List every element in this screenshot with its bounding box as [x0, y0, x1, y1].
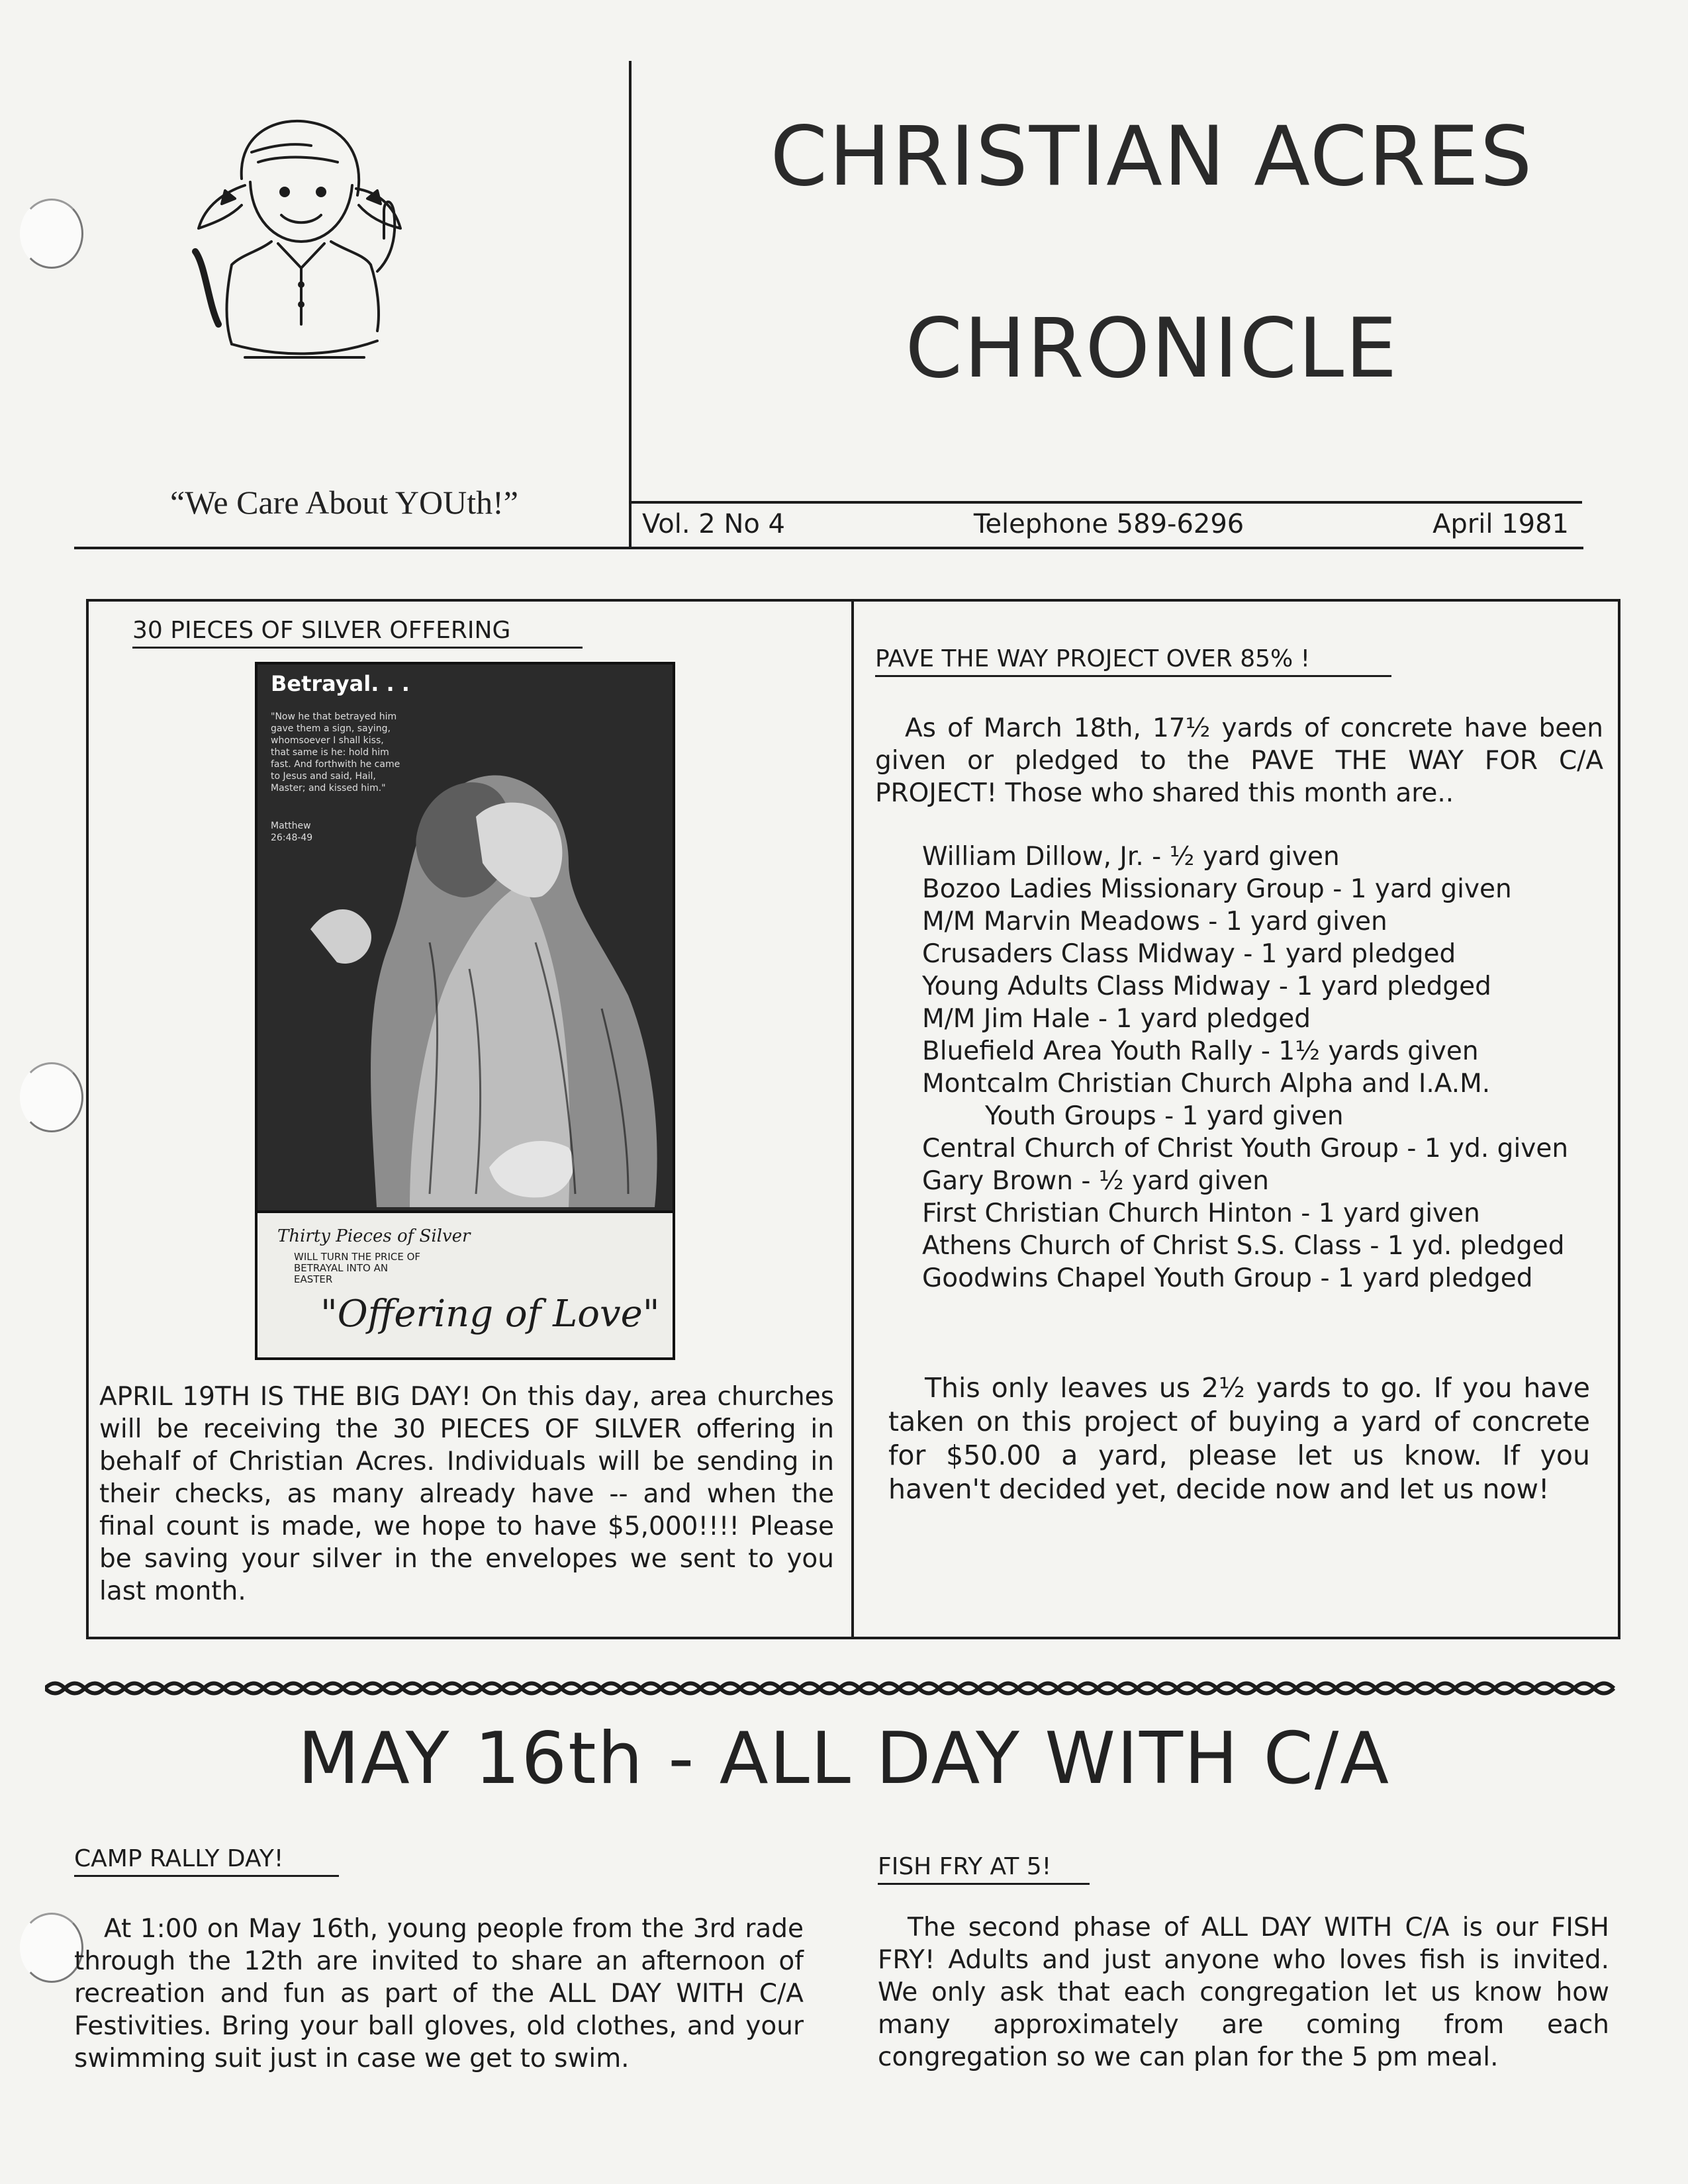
donor-item: Young Adults Class Midway - 1 yard pledged	[922, 972, 1491, 1001]
fish-fry-body: The second phase of ALL DAY WITH C/A is our FISH FRY! Adults and just anyone who loves fish is invited. We only ask that each congregation let us know how many approximately are coming from each congregation so we can plan for the 5 pm meal.	[878, 1913, 1609, 2072]
girl-mascot-illustration	[179, 106, 430, 371]
masthead-divider	[629, 61, 632, 549]
offering-poster	[255, 662, 675, 1360]
donor-item: Central Church of Christ Youth Group - 1 yd. given	[922, 1134, 1569, 1163]
poster-scripture-reference: Matthew 26:48-49	[271, 821, 313, 843]
donor-item: William Dillow, Jr. - ½ yard given	[922, 842, 1340, 872]
masthead-bottom-rule	[74, 547, 1583, 549]
pave-the-way-intro: As of March 18th, 17½ yards of concrete have been given or pledged to the PAVE THE WAY FOR C/A PROJECT! Those who shared this month are..	[875, 713, 1603, 808]
newsletter-title-line1: CHRISTIAN ACRES	[770, 109, 1534, 205]
telephone: Telephone 589-6296	[973, 509, 1244, 539]
pave-the-way-closing: This only leaves us 2½ yards to go. If you have taken on this project of buying a yard of concrete for $50.00 a yard, please let us know. If you haven't decided yet, decide now and let us now!	[888, 1372, 1590, 1505]
poster-quote: "Now he that betrayed him gave them a sign, saying, whomsoever I shall kiss, that same is he: hold him fast. And forthwith he came to Jesus and said, Hail, Master; and kissed him."	[271, 711, 400, 794]
newsletter-title-line2: CHRONICLE	[905, 301, 1399, 396]
donor-item: Bluefield Area Youth Rally - 1½ yards given	[922, 1036, 1479, 1066]
donor-item: Youth Groups - 1 yard given	[985, 1101, 1344, 1131]
wavy-divider	[45, 1678, 1620, 1698]
issue-date: April 1981	[1432, 509, 1569, 539]
camp-rally-body: At 1:00 on May 16th, young people from the 3rd rade through the 12th are invited to share an afternoon of recreation and fun as part of the ALL DAY WITH C/A Festivities. Bring your ball gloves, old clothes, and your swimming suit just in case we get to swim.	[74, 1914, 804, 2073]
punch-hole-top	[20, 199, 83, 269]
fish-fry-heading: FISH FRY AT 5!	[878, 1853, 1090, 1885]
poster-caption-panel	[258, 1210, 673, 1360]
donor-item: Gary Brown - ½ yard given	[922, 1166, 1269, 1196]
silver-offering-heading: 30 PIECES OF SILVER OFFERING	[132, 617, 583, 649]
donor-list	[922, 841, 1611, 1295]
may-event-banner: MAY 16th - ALL DAY WITH C/A	[297, 1717, 1391, 1800]
punch-hole-middle	[20, 1062, 83, 1132]
donor-item: First Christian Church Hinton - 1 yard given	[922, 1199, 1480, 1228]
poster-title: Betrayal. . .	[271, 671, 410, 696]
poster-script-small: Thirty Pieces of Silver	[277, 1226, 471, 1246]
donor-item: Montcalm Christian Church Alpha and I.A.M.	[922, 1069, 1491, 1099]
poster-script-large: "Offering of Love"	[320, 1293, 660, 1336]
poster-small-text: WILL TURN THE PRICE OF BETRAYAL INTO AN EASTER	[294, 1251, 421, 1285]
volume-number: Vol. 2 No 4	[642, 509, 785, 539]
donor-item: Goodwins Chapel Youth Group - 1 yard pledged	[922, 1263, 1533, 1293]
donor-item: M/M Jim Hale - 1 yard pledged	[922, 1004, 1311, 1034]
donor-item: Crusaders Class Midway - 1 yard pledged	[922, 939, 1456, 969]
donor-item: Athens Church of Christ S.S. Class - 1 yd. pledged	[922, 1231, 1565, 1261]
tagline: “We Care About YOUth!”	[170, 484, 518, 521]
issue-info-bar	[629, 501, 1582, 545]
camp-rally-heading: CAMP RALLY DAY!	[74, 1845, 339, 1877]
silver-offering-body: APRIL 19TH IS THE BIG DAY! On this day, area churches will be receiving the 30 PIECES OF SILVER offering in behalf of Christian Acres. Individuals will be sending in their checks, as many already have -- and when the final count is made, we hope to have $5,000!!!! Please be saving your silver in the envelopes we sent to you last month.	[99, 1382, 834, 1606]
donor-item: M/M Marvin Meadows - 1 yard given	[922, 907, 1387, 936]
donor-item: Bozoo Ladies Missionary Group - 1 yard given	[922, 874, 1512, 904]
pave-the-way-heading: PAVE THE WAY PROJECT OVER 85% !	[875, 645, 1391, 677]
